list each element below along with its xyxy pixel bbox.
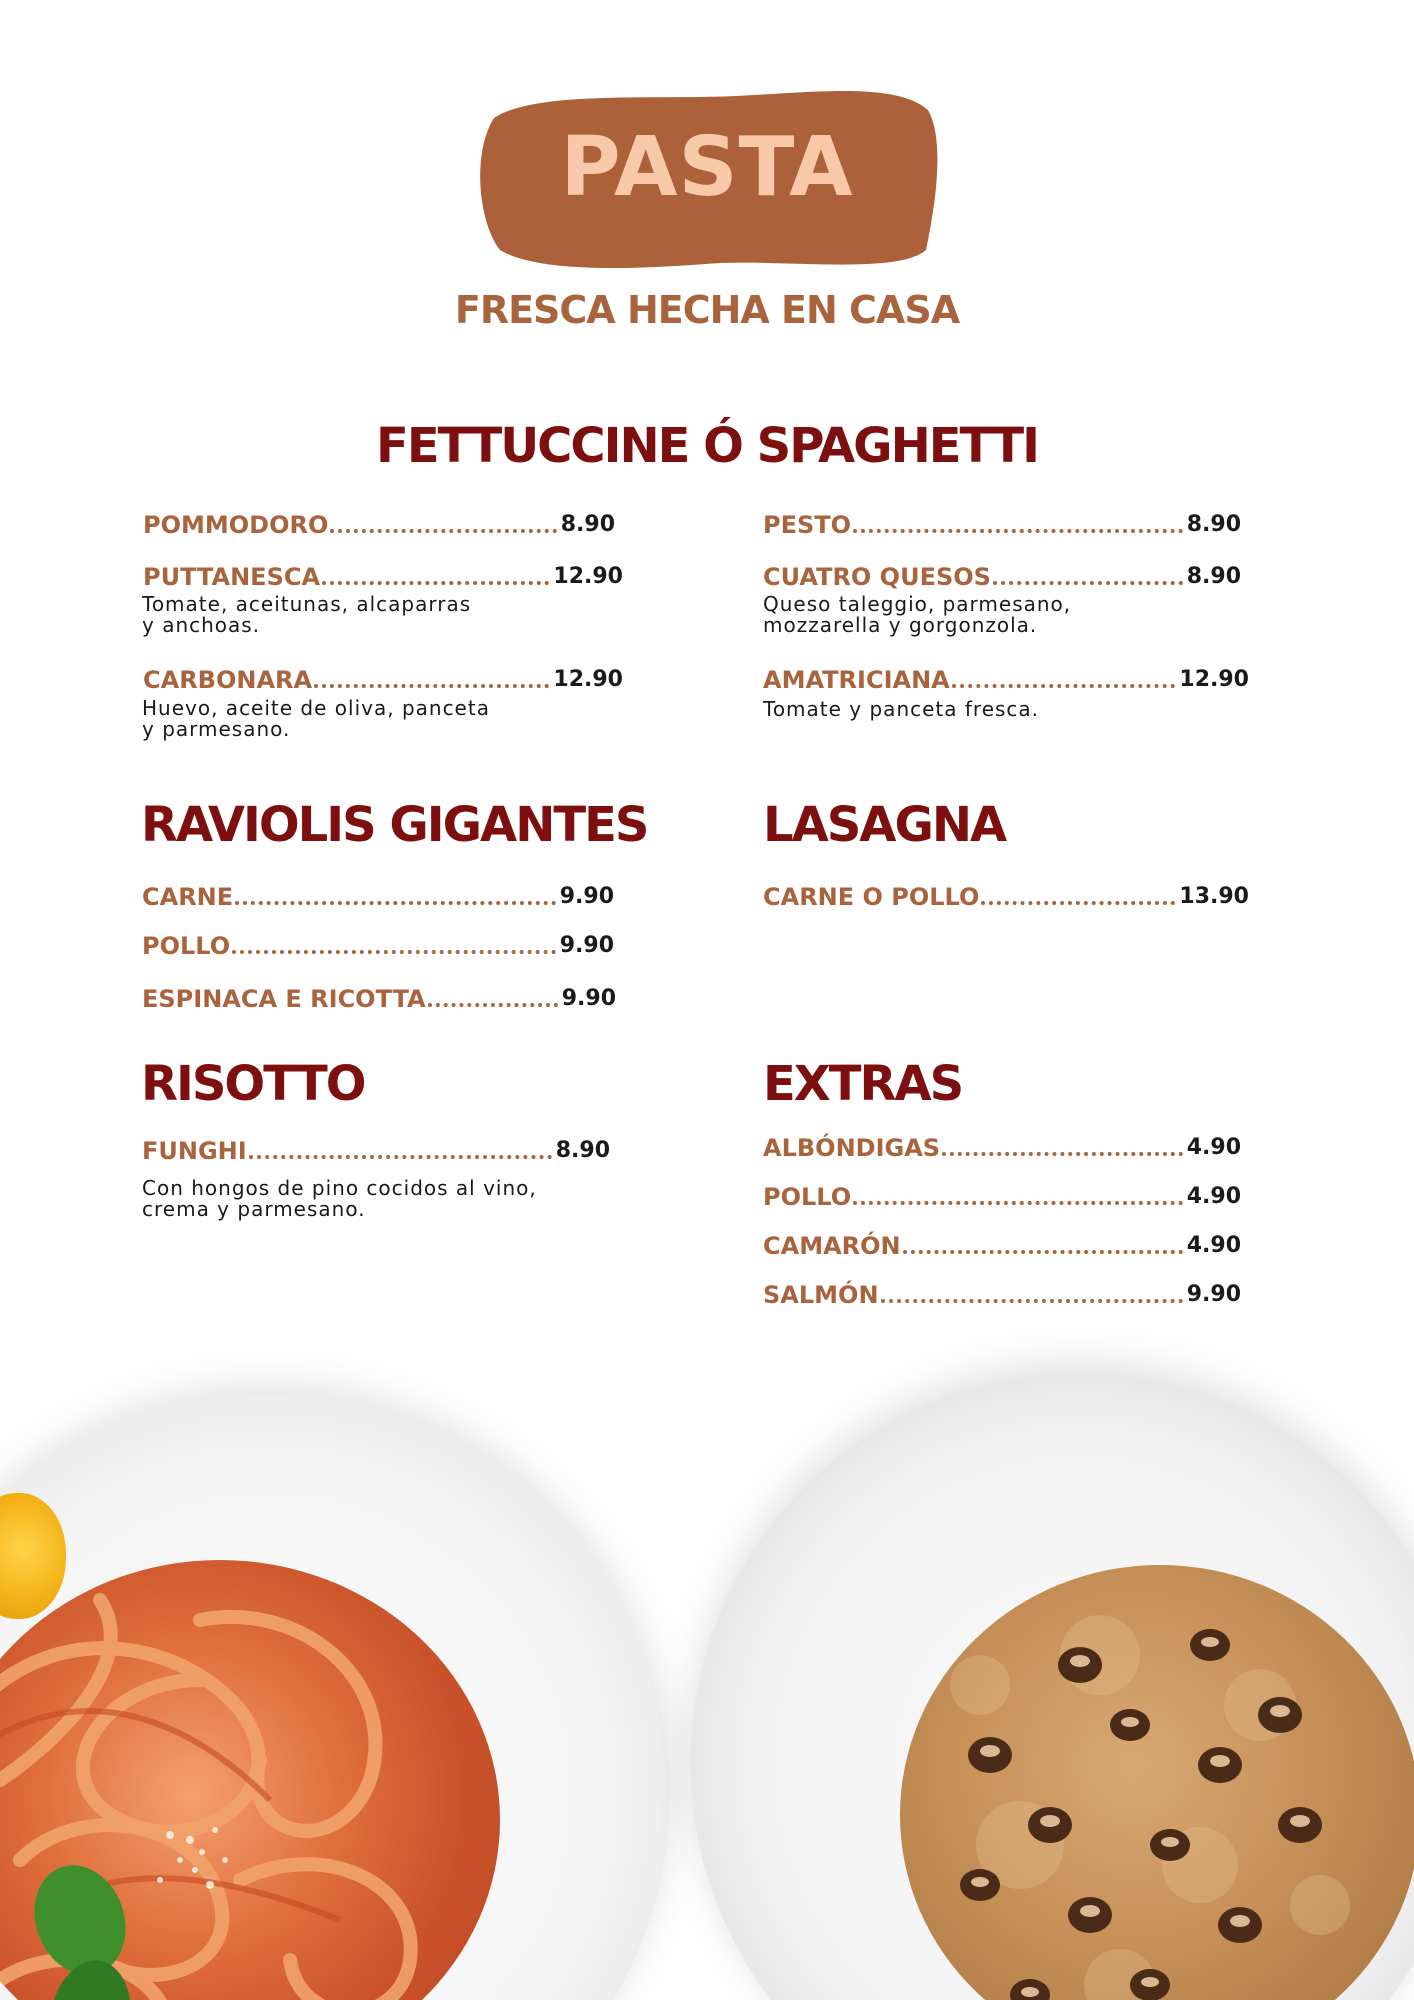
leader-dots [330, 529, 556, 533]
item-description: Huevo, aceite de oliva, panceta y parmesano. [142, 696, 490, 741]
item-name: PUTTANESCA [143, 563, 321, 591]
menu-item [142, 982, 616, 1012]
item-price: 8.90 [1186, 512, 1241, 537]
item-description: Tomate, aceitunas, alcaparras y anchoas. [142, 592, 472, 637]
leader-dots [853, 1201, 1183, 1205]
item-price: 9.90 [559, 884, 614, 909]
menu-item [763, 1278, 1241, 1308]
leader-dots [981, 901, 1175, 905]
section-title-extras: EXTRAS [763, 1056, 963, 1112]
menu-item [763, 560, 1241, 590]
item-name: CARNE O POLLO [763, 883, 980, 911]
leader-dots [942, 1152, 1183, 1156]
item-description: Con hongos de pino cocidos al vino, crema y parmesano. [142, 1176, 537, 1221]
item-name: CUATRO QUESOS [763, 563, 991, 591]
leader-dots [903, 1250, 1183, 1254]
leader-dots [249, 1155, 552, 1159]
pasta-noodles-drawing [0, 1560, 500, 2000]
item-name: SALMÓN [763, 1281, 879, 1309]
item-price: 13.90 [1179, 884, 1249, 909]
item-price: 8.90 [1186, 564, 1241, 589]
menu-item [763, 663, 1249, 693]
menu-item [142, 880, 614, 910]
item-price: 8.90 [555, 1138, 610, 1163]
item-price: 12.90 [1179, 667, 1249, 692]
item-name: POMMODORO [143, 511, 329, 539]
item-name: ESPINACA E RICOTTA [142, 985, 426, 1013]
item-description: Tomate y panceta fresca. [763, 697, 1040, 721]
item-name: POLLO [142, 932, 231, 960]
section-title-fettuccine: FETTUCCINE Ó SPAGHETTI [376, 418, 1038, 474]
section-title-lasagna: LASAGNA [763, 797, 1006, 853]
item-name: CARBONARA [143, 666, 313, 694]
leader-dots [428, 1003, 558, 1007]
page-title: PASTA [560, 120, 854, 215]
menu-item [763, 508, 1241, 538]
item-price: 9.90 [561, 986, 616, 1011]
menu-item [142, 929, 614, 959]
leader-dots [235, 901, 556, 905]
item-price: 12.90 [553, 667, 623, 692]
item-name: PESTO [763, 511, 852, 539]
leader-dots [314, 684, 549, 688]
item-price: 4.90 [1186, 1184, 1241, 1209]
item-price: 9.90 [1186, 1282, 1241, 1307]
item-price: 8.90 [560, 512, 615, 537]
menu-item [143, 663, 623, 693]
menu-item [763, 880, 1249, 910]
item-name: CAMARÓN [763, 1232, 901, 1260]
section-title-risotto: RISOTTO [141, 1056, 365, 1112]
item-price: 12.90 [553, 564, 623, 589]
page-subtitle: FRESCA HECHA EN CASA [454, 288, 960, 332]
menu-item [143, 508, 615, 538]
leader-dots [322, 581, 549, 585]
menu-item [763, 1131, 1241, 1161]
item-price: 4.90 [1186, 1135, 1241, 1160]
item-price: 4.90 [1186, 1233, 1241, 1258]
item-description: Queso taleggio, parmesano, mozzarella y gorgonzola. [763, 592, 1072, 637]
item-name: ALBÓNDIGAS [763, 1134, 941, 1162]
risotto-mushrooms-drawing [900, 1565, 1414, 2000]
item-name: CARNE [142, 883, 234, 911]
item-price: 9.90 [559, 933, 614, 958]
menu-item [763, 1180, 1241, 1210]
item-name: FUNGHI [142, 1137, 247, 1165]
leader-dots [952, 684, 1176, 688]
menu-item [143, 560, 623, 590]
item-name: POLLO [763, 1183, 852, 1211]
leader-dots [232, 950, 556, 954]
leader-dots [853, 529, 1183, 533]
risotto-dish-image [900, 1565, 1414, 2000]
leader-dots [993, 581, 1183, 585]
menu-item [763, 1229, 1241, 1259]
item-name: AMATRICIANA [763, 666, 950, 694]
pasta-dish-image [0, 1560, 500, 2000]
section-title-raviolis: RAVIOLIS GIGANTES [141, 797, 648, 853]
menu-item [142, 1134, 610, 1164]
leader-dots [881, 1299, 1183, 1303]
